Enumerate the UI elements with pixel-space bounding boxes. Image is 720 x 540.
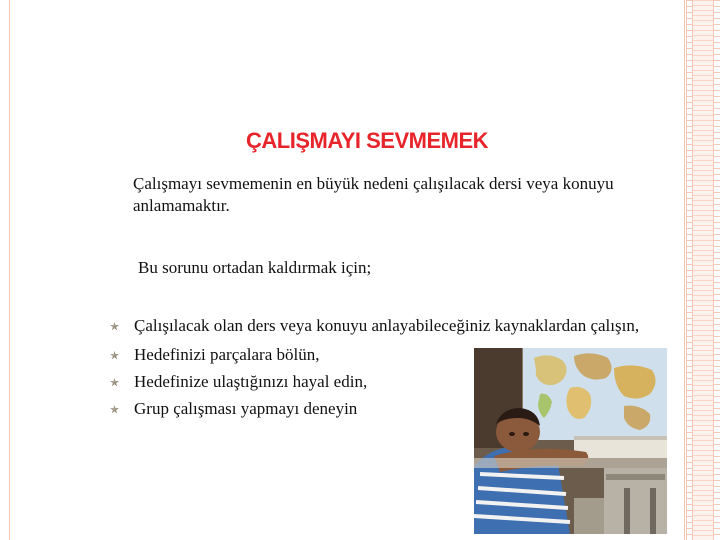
star-bullet-icon: [110, 405, 119, 414]
star-bullet-icon: [110, 322, 119, 331]
decorative-stripe-inner: [692, 0, 714, 540]
bullet-item: [110, 315, 670, 337]
star-bullet-icon: [110, 351, 119, 360]
bullet-text: Çalışılacak olan ders veya konuyu anlayabileceğiniz kaynaklardan çalışın,: [134, 316, 640, 335]
student-photo: [474, 348, 667, 534]
solution-lead-paragraph: Bu sorunu ortadan kaldırmak için;: [138, 258, 372, 277]
bullet-text: Grup çalışması yapmayı deneyin: [134, 399, 358, 418]
star-bullet-icon: [110, 378, 119, 387]
intro-paragraph: Çalışmayı sevmemenin en büyük nedeni çalışılacak dersi veya konuyu anlamamaktır.: [133, 174, 614, 215]
slide-title: ÇALIŞMAYI SEVMEMEK: [246, 128, 489, 153]
bullet-text: Hedefinizi parçalara bölün,: [134, 345, 320, 364]
bullet-text: Hedefinize ulaştığınızı hayal edin,: [134, 372, 368, 391]
student-photo-illustration: [474, 348, 667, 534]
decorative-stripe: [686, 0, 720, 540]
